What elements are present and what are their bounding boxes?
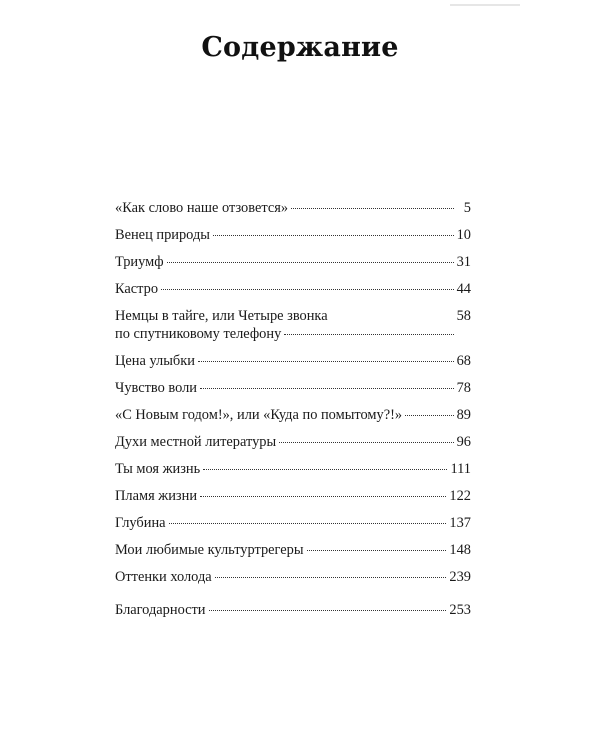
toc-entry-title: Духи местной литературы (115, 434, 277, 450)
toc-page-number: 253 (449, 602, 471, 618)
table-of-contents (115, 199, 471, 628)
dot-leader (279, 442, 453, 443)
toc-entry-title: Ты моя жизнь (115, 461, 201, 477)
toc-page-number: 148 (449, 542, 471, 558)
toc-page-number: 31 (456, 254, 471, 270)
toc-page-number: 68 (456, 353, 471, 369)
toc-page-number: 89 (456, 407, 471, 423)
page-title: Содержание (201, 32, 399, 63)
dot-leader (167, 262, 454, 263)
toc-entry (115, 487, 471, 505)
toc-entry-title: «С Новым годом!», или «Куда по помытому?!» (115, 407, 403, 423)
toc-entry-title: Чувство воли (115, 380, 198, 396)
dot-leader (203, 469, 447, 470)
toc-entry-title-line: по спутниковому телефону (115, 326, 282, 342)
toc-page-number: 239 (449, 569, 471, 585)
toc-page-number: 10 (456, 227, 471, 243)
toc-entry (115, 541, 471, 559)
dot-leader (215, 577, 447, 578)
toc-page-number: 5 (463, 200, 471, 216)
dot-leader (200, 388, 454, 389)
dot-leader (198, 361, 454, 362)
dot-leader (213, 235, 454, 236)
toc-entry (115, 280, 471, 298)
dot-leader (307, 550, 447, 551)
toc-entry (115, 352, 471, 370)
toc-entry (115, 601, 471, 619)
toc-entry-title: «Как слово наше отзовется» (115, 200, 289, 216)
toc-page-number: 44 (456, 281, 471, 297)
toc-entry (115, 514, 471, 532)
dot-leader (405, 415, 454, 416)
toc-entry (115, 307, 471, 343)
toc-page-number: 137 (449, 515, 471, 531)
toc-entry (115, 199, 471, 217)
toc-entry-title: Цена улыбки (115, 353, 195, 369)
dot-leader (161, 289, 454, 290)
toc-entry (115, 226, 471, 244)
dot-leader (291, 208, 454, 209)
toc-page-number: 58 (456, 308, 471, 324)
toc-entry (115, 253, 471, 271)
toc-entry (115, 379, 471, 397)
dot-leader (209, 610, 447, 611)
toc-page-number: 78 (456, 380, 471, 396)
toc-entry-title: Глубина (115, 515, 166, 531)
toc-entry (115, 568, 471, 586)
toc-entry-title: Мои любимые культуртрегеры (115, 542, 304, 558)
toc-entry (115, 433, 471, 451)
toc-entry-title-line: Немцы в тайге, или Четыре звонка (115, 308, 328, 324)
toc-entry (115, 460, 471, 478)
dot-leader (284, 334, 453, 335)
toc-page-number: 96 (456, 434, 471, 450)
toc-entry-title: Пламя жизни (115, 488, 198, 504)
dot-leader (200, 496, 446, 497)
toc-entry-title: Благодарности (115, 602, 206, 618)
toc-entry-title: Триумф (115, 254, 164, 270)
toc-page-number: 111 (450, 461, 471, 477)
scan-artifact (450, 4, 520, 6)
toc-entry-title: Оттенки холода (115, 569, 212, 585)
toc-entry (115, 406, 471, 424)
toc-page-number: 122 (449, 488, 471, 504)
toc-entry-title: Венец природы (115, 227, 210, 243)
toc-entry-title: Кастро (115, 281, 159, 297)
dot-leader (169, 523, 447, 524)
